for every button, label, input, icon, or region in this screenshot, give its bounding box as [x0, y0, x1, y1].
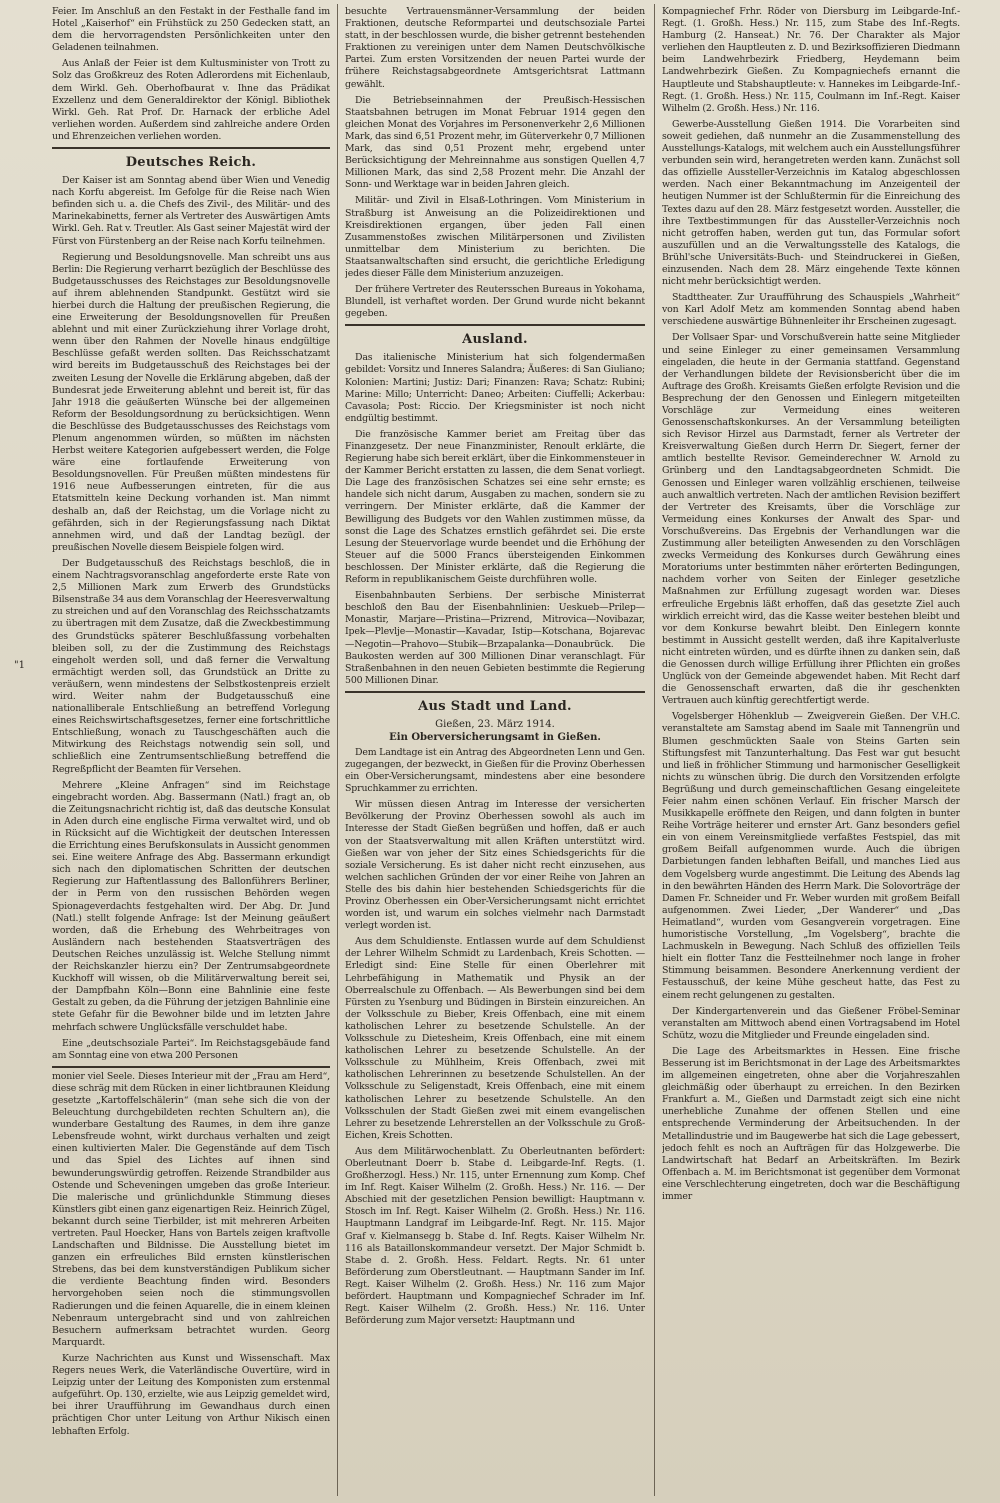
article-vertrauensmaenner: besuchte Vertrauensmänner-Versammlung der beiden Fraktionen, deutsche Reformpartei und deutschsoziale Partei statt, in der beschlossen wurde, die bisher getrennt bestehenden Fraktionen zu vereinigen unter dem Namen Deutschvölkische Partei. Zum ersten Vorsitzenden der neuen Partei wurde der frühere Reichstagsabgeordnete Amtsgerichtsrat Lattmann gewählt. [345, 6, 645, 90]
article-orden: Aus Anlaß der Feier ist dem Kultusminister von Trott zu Solz das Großkreuz des Roten Adlerordens mit Eichenlaub, dem Wirkl. Geh. Oberhofbaurat v. Ihne das Prädikat Exzellenz und dem Generaldirektor der Königl. Bibliothek Wirkl. Geh. Rat Prof. Dr. Harnack der erbliche Adel verliehen worden. Außerdem sind zahlreiche andere Orden und Ehrenzeichen verliehen worden. [52, 58, 330, 142]
column-2 [345, 6, 645, 1494]
article-schuldienst: Aus dem Schuldienste. Entlassen wurde auf dem Schuldienst der Lehrer Wilhelm Schmidt zu Lardenbach, Kreis Schotten. — Erledigt sind: Eine Stelle für einen Oberlehrer mit Lehrbefähigung in Mathematik und Physik an der Oberrealschule zu Offenbach. — Als Bewerbungen sind bei dem Fürsten zu Ysenburg und Büdingen in Birstein einzureichen. An der Volksschule zu Bieber, Kreis Offenbach, eine mit einem katholischen Lehrer zu besetzende Schulstelle. An der Volksschule zu Dietesheim, Kreis Offenbach, eine mit einem katholischen Lehrer zu besetzende Schulstelle. An der Volksschule zu Mühlheim, Kreis Offenbach, zwei mit katholischen Lehrerinnen zu besetzende Schulstellen. An der Volksschule zu Seligenstadt, Kreis Offenbach, eine mit einem katholischen Lehrer zu besetzende Schulstelle. An den Volksschulen der Stadt Gießen zwei mit einem evangelischen Lehrer zu besetzende Lehrerstellen an der Volksschule zu Groß-Eichen, Kreis Schotten. [345, 936, 645, 1141]
article-militaer-fortsetzung: Kompagniechef Frhr. Röder von Diersburg im Leibgarde-Inf.-Regt. (1. Großh. Hess.) Nr. 115, zum Stabe des Inf.-Regts. Hamburg (2. Hanseat.) Nr. 76. Der Charakter als Major verliehen den Hauptleuten z. D. und Bezirksoffizieren Diedmann beim Landwehrbezirk Friedberg, Heydemann beim Landwehrbezirk Gießen. Zu Kompagniechefs ernannt die Hauptleute und Stabshauptleute: v. Hannekes im Leibgarde-Inf.-Regt. (1. Großh. Hess.) Nr. 115, Coulmann im Inf.-Regt. Kaiser Wilhelm (2. Großh. Hess.) Nr. 116. [662, 6, 960, 114]
article-betriebseinnahmen: Die Betriebseinnahmen der Preußisch-Hessischen Staatsbahnen betrugen im Monat Februar 1914 gegen den gleichen Monat des Vorjahres im Personenverkehr 2,6 Millionen Mark, das sind 6,51 Prozent mehr, im Güterverkehr 0,7 Millionen Mark, das sind 0,51 Prozent mehr, ergebend unter Berücksichtigung der Mehreinnahme aus sonstigen Quellen 4,7 Millionen Mark, das sind 2,58 Prozent mehr. Die Anzahl der Sonn- und Werktage war in beiden Jahren gleich. [345, 94, 645, 191]
article-hoehenklub: Vogelsberger Höhenklub — Zweigverein Gießen. Der V.H.C. veranstaltete am Samstag abend im Saale mit Tannengrün und Blumen geschmückten Saale von Steins Garten sein Stiftungsfest mit Tanzunterhaltung. Das Fest war gut besucht und ließ in fröhlicher Stimmung und harmonischer Geselligkeit nichts zu wünschen übrig. Die durch den Vorsitzenden erfolgte Begrüßung und durch gemeinschaftlichen Gesang eingeleitete Feier nahm einen schönen Verlauf. Ein frischer Marsch der Musikkapelle eröffnete den Reigen, und dann folgten in bunter Reihe Vorträge heiterer und ernster Art. Ganz besonders gefiel ein von einem Vereinsmitgliede verfaßtes Festspiel, das mit großem Beifall aufgenommen wurde. Auch die übrigen Darbietungen fanden lebhaften Beifall, und manches Lied aus dem Vogelsberg wurde angestimmt. Die Leitung des Abends lag in den bewährten Händen des Herrn Mark. Die Solovorträge der Damen Fr. Schneider und Fr. Weber wurden mit großem Beifall aufgenommen. Zwei Lieder, „Der Wanderer“ und „Das Heimatland“, wurden vom Gesangverein vorgetragen. Eine humoristische Vorstellung, „Im Vogelsberg“, brachte die Lachmuskeln in Bewegung. Nach Schluß des offiziellen Teils hielt ein flotter Tanz die Festteilnehmer noch lange in froher Stimmung beisammen. Besondere Anerkennung verdient der Festausschuß, der keine Mühe gescheut hatte, das Fest zu einem recht gelungenen zu gestalten. [662, 711, 960, 1001]
section-heading-deutsches-reich: Deutsches Reich. [125, 155, 257, 171]
article-gewerbe-ausstellung: Gewerbe-Ausstellung Gießen 1914. Die Vorarbeiten sind soweit gediehen, daß nunmehr an die Zusammenstellung des Ausstellungs-Katalogs, mit welchem auch ein Ausstellungsführer verbunden sein wird, herangetreten werden kann. Zunächst soll das offizielle Aussteller-Verzeichnis im Katalog abgeschlossen werden. Nach einer Bekanntmachung im Anzeigenteil der heutigen Nummer ist der Schlußtermin für die Einreichung des Textes dazu auf den 28. März festgesetzt worden. Aussteller, die ihre Textbestimmungen für das Aussteller-Verzeichnis noch nicht getroffen haben, werden gut tun, das Formular sofort auszufüllen und an die Verwaltungsstelle des Katalogs, die Brühl'sche Universitäts-Buch- und Steindruckerei in Gießen, einzusenden. Nach dem 28. März eingehende Texte können nicht mehr berücksichtigt werden. [662, 118, 960, 288]
article-kindergartenverein: Der Kindergartenverein und das Gießener Fröbel-Seminar veranstalten am Mittwoch abend einen Vortragsabend im Hotel Schütz, wozu die Mitglieder und Freunde eingeladen sind. [662, 1005, 960, 1041]
section-heading-stadt-und-land: Aus Stadt und Land. [418, 698, 572, 714]
article-deutschsoziale-partei: Eine „deutschsoziale Partei“. Im Reichstagsgebäude fand am Sonntag eine von etwa 200 Personen [52, 1037, 330, 1061]
article-kleine-anfragen: Mehrere „Kleine Anfragen“ sind im Reichstage eingebracht worden. Abg. Bassermann (Natl.) fragt an, ob die Zeitungsnachricht richtig ist, daß das deutsche Konsulat in Aden durch eine englische Firma verwaltet wird, und ob in Rücksicht auf die Wichtigkeit der deutschen Interessen die Errichtung eines Berufskonsulats in Aussicht genommen sei. Eine weitere Anfrage des Abg. Bassermann erkundigt sich nach den diplomatischen Schritten der deutschen Regierung zur Haftentlassung des Ballonführers Berliner, der in Perm von den russischen Behörden wegen Spionageverdachts festgehalten wird. Der Abg. Dr. Jund (Natl.) stellt folgende Anfrage: Ist der Meinung geäußert worden, daß die Erhebung des Wehrbeitrages von Ausländern nach bestehenden Staatsverträgen des Deutschen Reiches unzulässig ist. Welche Stellung nimmt der Reichskanzler hierzu ein? Der Zentrumsabgeordnete Kuckhoff will wissen, ob die Militärverwaltung bereit sei, der Dampfbahn Köln—Bonn eine Bahnlinie eine feste Gestalt zu geben, da die Führung der jetzigen Bahnlinie eine stete Gefahr für die Bewohner bilde und im letzten Jahre mehrfach schwere Unglücksfälle verschuldet habe. [52, 779, 330, 1033]
column-1 [52, 6, 330, 1494]
article-arbeitsmarkt: Die Lage des Arbeitsmarktes in Hessen. Eine frische Besserung ist im Berichtsmonat in der Lage des Arbeitsmarktes im allgemeinen eingetreten, ohne aber die Vorjahreszahlen gleichmäßig oder überhaupt zu erreichen. In den Bezirken Frankfurt a. M., Gießen und Darmstadt zeigt sich eine nicht unerhebliche Zunahme der offenen Stellen und eine entsprechende Verminderung der Arbeitsuchenden. In der Metallindustrie und im Baugewerbe hat sich die Lage gebessert, jedoch fehlt es noch an Aufträgen für das Holzgewerbe. Die Landwirtschaft hat Bedarf an Arbeitskräften. Im Bezirk Offenbach a. M. im Berichtsmonat ist gegenüber dem Vormonat eine Verschlechterung eingetreten, doch war die Beschäftigung immer [662, 1045, 960, 1202]
column-3 [662, 6, 960, 1494]
article-frankreich: Die französische Kammer beriet am Freitag über das Finanzgesetz. Der neue Finanzminister, Renoult erklärte, die Regierung habe sich bereit erklärt, über die Einkommensteuer in der Kammer Bericht erstatten zu lassen, die dem Senat vorliegt. Die Lage des französischen Schatzes sei eine sehr ernste; es handele sich nicht darum, Ausgaben zu machen, sondern sie zu verringern. Der Minister erklärte, daß die Kammer der Bewilligung des Budgets vor den Wahlen zustimmen müsse, da sonst die Lage des Schatzes ernstlich gefährdet sei. Die erste Lesung der Steuervorlage wurde beendet und die Erhöhung der Steuer auf die 5000 Francs übersteigenden Einkommen beschlossen. Der Minister erklärte, daß die Regierung die Reform in republikanischem Geiste durchführen wolle. [345, 428, 645, 586]
feuilleton-kurze-nachrichten: Kurze Nachrichten aus Kunst und Wissenschaft. Max Regers neues Werk, die Vaterländische Ouvertüre, wird in Leipzig unter der Leitung des Komponisten zum erstenmal aufgeführt. Op. 130, erzielte, wie aus Leipzig gemeldet wird, bei ihrer Uraufführung im Gewandhaus durch einen prächtigen Chor unter Leitung von Arthur Nikisch einen lebhaften Erfolg. [52, 1352, 330, 1437]
article-stadttheater: Stadttheater. Zur Uraufführung des Schauspiels „Wahrheit“ von Karl Adolf Metz am kommenden Sonntag abend haben verschiedene auswärtige Bühnenleiter ihr Erscheinen zugesagt. [662, 292, 960, 328]
section-divider [52, 147, 330, 149]
column-rule-1 [337, 4, 338, 1496]
article-heading-oberversicherungsamt: Ein Oberversicherungsamt in Gießen. [389, 731, 601, 743]
article-festakt: Feier. Im Anschluß an den Festakt in der Festhalle fand im Hotel „Kaiserhof“ ein Frühstück zu 250 Gedecken statt, an dem die hervorragendsten Persönlichkeiten unter den Geladenen teilnahmen. [52, 6, 330, 54]
page-number: "1 [14, 660, 25, 671]
article-budgetausschuss: Der Budgetausschuß des Reichstags beschloß, die in einem Nachtragsvoranschlag angeforderte erste Rate von 2,5 Millionen Mark zum Erwerb des Grundstücks Bilsenstraße 34 aus dem Voranschlag der Heeresverwaltung zu streichen und auf den Voranschlag des Reichsschatzamts zu übertragen mit dem Zusatze, daß die Zweckbestimmung des Grundstücks späterer Beschlußfassung vorbehalten bleiben soll, zu der die Zustimmung des Reichstags eingeholt werden soll, und daß ferner die Verwaltung ermächtigt werden soll, das Grundstück an Dritte zu veräußern, wenn mindestens der Selbstkostenpreis erzielt wird. Weiter nahm der Budgetausschuß eine nationalliberale Entschließung an betreffend Vorlegung eines Reichswirtschaftsgesetzes, ferner eine fortschrittliche Entschließung, wonach zu Tauschgeschäften auch die Mitwirkung des Reichstags notwendig sein soll, und schließlich eine Zentrumsentschließung betreffend die Regreßpflicht der Beamten für Versehen. [52, 557, 330, 775]
section-divider [345, 691, 645, 693]
article-landtag-antrag: Dem Landtage ist ein Antrag des Abgeordneten Lenn und Gen. zugegangen, der bezweckt, in Gießen für die Provinz Oberhessen ein Ober-Versicherungsamt, mindestens aber eine besondere Spruchkammer zu errichten. [345, 746, 645, 795]
feuilleton-divider [52, 1066, 330, 1068]
article-besoldungsnovelle: Regierung und Besoldungsnovelle. Man schreibt uns aus Berlin: Die Regierung verharrt bezüglich der Beschlüsse des Budgetausschusses des Reichstages zur Besoldungsnovelle auf ihrem ablehnenden Standpunkt. Gestützt wird sie hierbei durch die Haltung der preußischen Regierung, die eine Erweiterung der Besoldungsnovellen für Preußen ablehnt und mit einer Zurückziehung ihrer Vorlage droht, wenn über den Rahmen der Novelle hinaus endgültige Beschlüsse gefaßt werden sollten. Das Reichsschatzamt wird bereits im Budgetausschuß des Reichstages bei der zweiten Lesung der Novelle die Erklärung abgeben, daß der Bundesrat jede Erweiterung ablehnt und bereit ist, für das Jahr 1918 die geäußerten Wünsche bei der allgemeinen Reform der Besoldungsordnung zu berücksichtigen. Wenn die Beschlüsse des Budgetausschusses des Reichstags vom Plenum angenommen würden, so müßten im nächsten Herbst weitere Kategorien aufgebessert werden, die Folge wäre eine fortlaufende Erweiterung von Besoldungsnovellen. Für Preußen müßten mindestens für 1916 neue Aufbesserungen eintreten, für die aus Etatsmitteln keine Deckung vorhanden ist. Man nimmt deshalb an, daß der Reichstag, um die Vorlage nicht zu gefährden, sich in der Regierungsfassung nach Diktat annehmen wird, und daß der Landtag bezügl. der preußischen Novelle diesem Beispiele folgen wird. [52, 251, 330, 553]
section-divider [345, 324, 645, 326]
article-militaerwochenblatt: Aus dem Militärwochenblatt. Zu Oberleutnanten befördert: Oberleutnant Doerr b. Stabe d. Leibgarde-Inf. Regts. (1. Großherzogl. Hess.) Nr. 115, unter Ernennung zum Komp. Chef im Inf. Regt. Kaiser Wilhelm (2. Großh. Hess.) Nr. 116. — Der Abschied mit der gesetzlichen Pension bewilligt: Hauptmann v. Stosch im Inf. Regt. Kaiser Wilhelm (2. Großh. Hess.) Nr. 116. Hauptmann Landgraf im Leibgarde-Inf. Regt. Nr. 115. Major Graf v. Kielmansegg b. Stabe d. Inf. Regts. Kaiser Wilhelm Nr. 116 als Bataillonskommandeur versetzt. Der Major Schmidt b. Stabe d. 2. Großh. Hess. Feldart. Regts. Nr. 61 unter Beförderung zum Oberstleutnant. — Hauptmann Sander im Inf. Regt. Kaiser Wilhelm (2. Großh. Hess.) Nr. 116 zum Major befördert. Hauptmann und Kompagniechef Schrader im Inf. Regt. Kaiser Wilhelm (2. Großh. Hess.) Nr. 116. Unter Beförderung zum Major versetzt: Hauptmann und [345, 1145, 645, 1327]
article-vorschussverein: Der Vollsaer Spar- und Vorschußverein hatte seine Mitglieder und seine Einleger zu einer gemeinsamen Versammlung eingeladen, die heute in der Germania stattfand. Gegenstand der Verhandlungen bildete der Revisionsbericht über die im Auftrage des Großh. Kreisamts Gießen erfolgte Revision und die Besprechung der den Genossen und Einlegern mitgeteilten Vorschläge zur Vermeidung eines weiteren Genossenschaftskonkurses. An der Versammlung beteiligten sich Revisor Hirzel aus Darmstadt, ferner als Vertreter der Kreisverwaltung Gießen durch Herrn Dr. Siegert, ferner der amtlich bestellte Revisor. Gemeinderechner W. Arnold zu Grünberg und den Landtagsabgeordneten Schmidt. Die Genossen und Einleger waren vollzählig erschienen, teilweise auch anwaltlich vertreten. Nach der amtlichen Revision beziffert der Vertreter des Kreisamts, über die Vorschläge zur Vermeidung eines Konkurses der Anwalt des Spar- und Vorschußvereins. Das Ergebnis der Verhandlungen war die Zustimmung aller beteiligten Anwesenden zu den Vorschlägen zwecks Vermeidung des Konkurses durch Gewährung eines Moratoriums unter bestimmten näher erörterten Bedingungen, nachdem vorher von Seiten der Einleger gesetzliche Maßnahmen zur Erfüllung zugesagt worden war. Dieses erfreuliche Ergebnis läßt erhoffen, daß das gesetzte Ziel auch wirklich erreicht wird, das die Kasse weiter bestehen bleibt und vor dem Konkurse bewahrt bleibt. Den Einlegern konnte bestimmt in Aussicht gestellt werden, daß ihre Kapitalverluste nicht eintreten würden, und es dürfte ihnen zu danken sein, daß die Genossen durch willige Erfüllung ihrer Pflichten ein großes Unglück von der Gemeinde abgewendet haben. Mit Recht darf die Genossenschaft erwarten, daß die ihr geschenkten Vertrauen auch künftig gerechtfertigt werde. [662, 332, 960, 707]
article-serbien: Eisenbahnbauten Serbiens. Der serbische Ministerrat beschloß den Bau der Eisenbahnlinien: Ueskueb—Prilep—Monastir, Marjare—Pristina—Prizrend, Mitrovica—Novibazar, Ipek—Plevlje—Monastir—Kavadar, Istip—Kotschana, Bojarevac—Negotin—Prahovo—Stubik—Brzapalanka—Donaubrück. Die Baukosten werden auf 300 Millionen Dinar veranschlagt. Für Straßenbahnen in den neuen Gebieten bestimmte die Regierung 500 Millionen Dinar. [345, 590, 645, 686]
article-versicherungsamt: Wir müssen diesen Antrag im Interesse der versicherten Bevölkerung der Provinz Oberhessen sowohl als auch im Interesse der Stadt Gießen begrüßen und hoffen, daß er auch von der Staatsverwaltung mit allen Kräften unterstützt wird. Gießen war von jeher der Sitz eines Schiedsgerichts für die soziale Versicherung. Es ist daher nicht recht einzusehen, aus welchen sachlichen Gründen der vor einer Reihe von Jahren an Stelle des bis dahin hier bestehenden Schiedsgerichts für die Provinz Oberhessen ein Ober-Versicherungsamt nicht errichtet worden ist, und warum ein solches vielmehr nach Darmstadt verlegt worden ist. [345, 799, 645, 932]
column-rule-2 [654, 4, 655, 1496]
article-reuter: Der frühere Vertreter des Reutersschen Bureaus in Yokohama, Blundell, ist verhaftet worden. Der Grund wurde nicht bekannt gegeben. [345, 284, 645, 320]
article-elsass-lothringen: Militär- und Zivil in Elsaß-Lothringen. Vom Ministerium in Straßburg ist Anweisung an die Polizeidirektionen und Kreisdirektionen ergangen, über jeden Fall einen Zusammenstoßes zwischen Militärpersonen und Zivilisten unmittelbar dem Ministerium zu berichten. Die Staatsanwaltschaften sind ersucht, die gerichtliche Erledigung jedes dieser Fälle dem Ministerium anzuzeigen. [345, 195, 645, 279]
article-kaiser: Der Kaiser ist am Sonntag abend über Wien und Venedig nach Korfu abgereist. Im Gefolge für die Reise nach Wien befinden sich u. a. die Chefs des Zivil-, des Militär- und des Marinekabinetts, ferner als Vertreter des Auswärtigen Amts Wirkl. Geh. Rat v. Treutler. Als Gast seiner Majestät wird der Fürst von Fürstenberg an der Reise nach Korfu teilnehmen. [52, 175, 330, 247]
feuilleton-kunst: monier viel Seele. Dieses Interieur mit der „Frau am Herd“, diese schräg mit dem Rücken in einer lichtbraunen Kleidung gesetzte „Kartoffelschälerin“ (man sehe sich die von der Beleuchtung durchgebildeten rechten Schultern an), die wunderbare Gestaltung des Raumes, in dem ihre ganze Lebensfreude wohnt, wirkt durchaus verhalten und zeigt einen kultivierten Maler. Die Gegenstände auf dem Tisch und das Spiel des Lichtes auf ihnen sind bewunderungswürdig getroffen. Reizende Strandbilder aus Ostende und Scheveningen umgeben das große Interieur. Die malerische und grünlichdunkle Stimmung dieses Künstlers gibt einen ganz eigenartigen Reiz. Heinrich Zügel, bekannt durch seine Tierbilder, ist mit mehreren Arbeiten vertreten. Paul Hoecker, Hans von Bartels zeigen kraftvolle Landschaften und Bildnisse. Die Ausstellung bietet im ganzen ein erfreuliches Bild ernsten künstlerischen Strebens, das bei dem kunstverständigen Publikum sicher die verdiente Beachtung finden wird. Besonders hervorgehoben seien noch die stimmungsvollen Radierungen und die feinen Aquarelle, die in einem kleinen Nebenraum untergebracht sind und von zahlreichen Besuchern aufmerksam betrachtet wurden. Georg Marquardt. [52, 1070, 330, 1348]
article-italien: Das italienische Ministerium hat sich folgendermaßen gebildet: Vorsitz und Inneres Salandra; Äußeres: di San Giuliano; Kolonien: Martini; Justiz: Dari; Finanzen: Rava; Schatz: Rubini; Marine: Millo; Unterricht: Daneo; Arbeiten: Ciuffelli; Ackerbau: Cavasola; Post: Riccio. Der Kriegsminister ist noch nicht endgültig bestimmt. [345, 352, 645, 424]
dateline: Gießen, 23. März 1914. [435, 718, 555, 730]
section-heading-ausland: Ausland. [462, 332, 528, 348]
